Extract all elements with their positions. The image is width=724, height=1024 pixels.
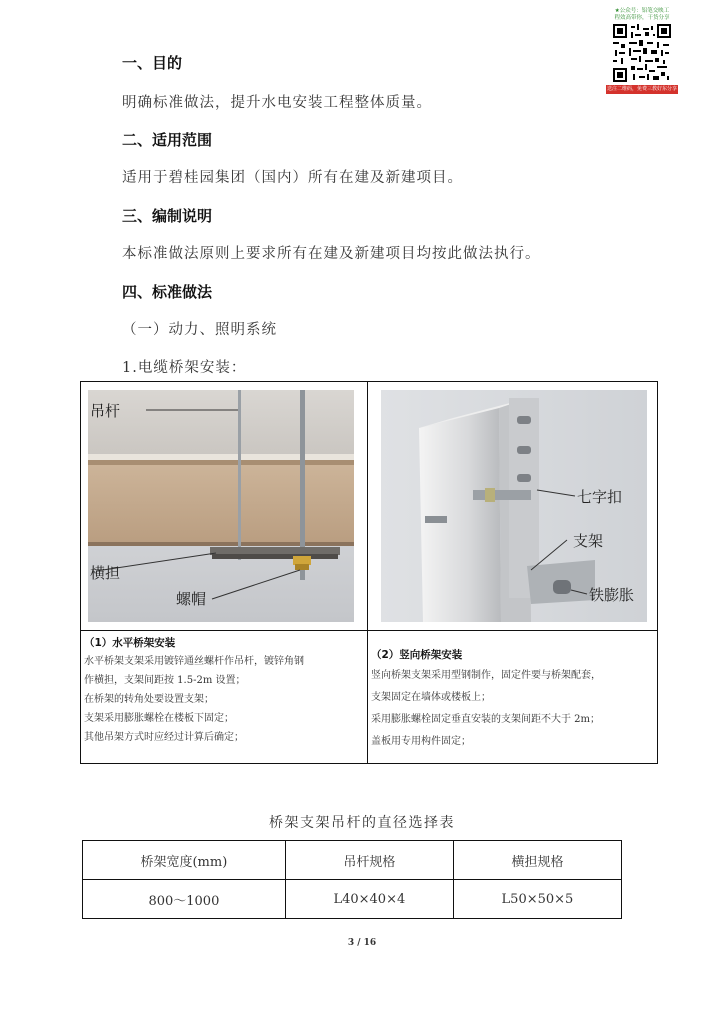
page-number: 3 / 16	[347, 938, 377, 948]
horizontal-tray-photo	[88, 390, 354, 622]
desc-line: 支架采用膨胀螺栓在楼板下固定；	[84, 713, 234, 724]
spec-table	[82, 840, 622, 919]
heading-standard: 四、标准做法	[122, 283, 213, 301]
heading-scope: 二、适用范围	[122, 131, 213, 149]
table-caption: 桥架支架吊杆的直径选择表	[269, 815, 455, 831]
cell-rod-spec: L40×40×4	[285, 880, 453, 919]
heading-purpose: 一、目的	[122, 54, 183, 72]
table-header-row	[83, 841, 622, 880]
desc-line: 盖板用专用构件固定；	[371, 736, 471, 747]
qr-code-block	[606, 8, 678, 104]
cell-tray-width: 800～1000	[83, 880, 286, 919]
callout-expansion: 铁膨胀	[589, 586, 635, 604]
horizontal-install-desc	[84, 634, 364, 747]
callout-rod: 吊杆	[90, 402, 121, 420]
desc-line: 水平桥架支架采用镀锌通丝螺杆作吊杆，镀锌角钢	[84, 656, 304, 667]
callout-nut: 螺帽	[176, 590, 207, 608]
item-title: 1.电缆桥架安装：	[122, 360, 247, 376]
desc-line: 作横担，支架间距按 1.5-2m 设置；	[84, 675, 246, 686]
vertical-install-desc	[371, 645, 656, 753]
desc-line: 采用膨胀螺栓固定垂直安装的支架间距不大于 2m；	[371, 714, 601, 725]
desc-title-vertical: （2）竖向桥架安装	[371, 649, 463, 661]
header-crossarm-spec: 横担规格	[453, 841, 621, 880]
callout-bracket: 支架	[573, 532, 604, 550]
desc-line: 其他吊架方式时应经过计算后确定；	[84, 732, 244, 743]
qr-caption-bottom: 送注二维码，免费三教好东分享	[606, 86, 677, 92]
desc-line: 在桥架的转角处要设置支架；	[84, 694, 214, 705]
table-row	[83, 880, 622, 919]
vertical-tray-photo	[381, 390, 647, 622]
qr-caption-top: ★公众号：铝笔交映工 程效高带你，干货分享	[614, 8, 670, 21]
callout-buckle: 七字扣	[577, 488, 623, 506]
qr-code-icon	[613, 24, 671, 82]
heading-notes: 三、编制说明	[122, 207, 213, 225]
table-divider-horizontal	[80, 630, 658, 631]
header-tray-width: 桥架宽度(mm)	[83, 841, 286, 880]
callout-crossarm: 横担	[90, 564, 121, 582]
subsection-title: （一）动力、照明系统	[122, 322, 277, 338]
desc-line: 竖向桥架支架采用型钢制作，固定件要与桥架配套，	[371, 670, 601, 681]
table-divider-vertical	[367, 381, 368, 764]
text-notes: 本标准做法原则上要求所有在建及新建项目均按此做法执行。	[122, 246, 541, 262]
desc-line: 支架固定在墙体或楼板上；	[371, 692, 491, 703]
header-rod-spec: 吊杆规格	[285, 841, 453, 880]
text-scope: 适用于碧桂园集团（国内）所有在建及新建项目。	[122, 170, 463, 186]
cell-crossarm-spec: L50×50×5	[453, 880, 621, 919]
desc-title-horizontal: （1）水平桥架安装	[84, 637, 176, 649]
text-purpose: 明确标准做法，提升水电安装工程整体质量。	[122, 95, 432, 111]
